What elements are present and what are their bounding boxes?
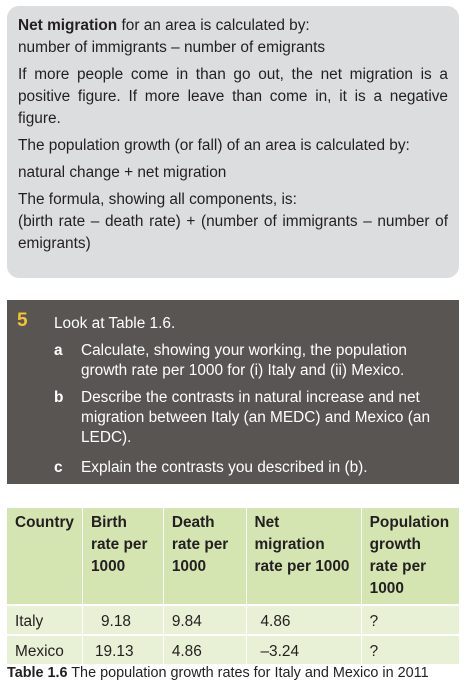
header-net-migration: Net migration rate per 1000: [246, 508, 361, 605]
activity-box: [7, 300, 459, 484]
info-paragraph-explanation: If more people come in than go out, the net migration is a positive figure. If more leave than come in, it is a negative figure.: [18, 66, 448, 127]
info-paragraph-net-migration: Net migration for an area is calculated by:: [18, 17, 310, 34]
question-number: 5: [17, 310, 28, 331]
info-paragraph-formula-intro: The formula, showing all components, is:: [18, 191, 297, 208]
cell-net-migration: 4.86: [246, 605, 361, 635]
info-box: [7, 6, 459, 278]
cell-net-migration: –3.24: [246, 635, 361, 665]
cell-death-rate: 4.86: [163, 635, 246, 665]
cell-growth-rate: ?: [361, 605, 459, 635]
info-paragraph-growth: The population growth (or fall) of an area is calculated by:: [18, 137, 410, 154]
full-formula: (birth rate – death rate) + (number of immigrants – number of emigrants): [18, 213, 448, 252]
caption-text: The population growth rates for Italy and Mexico in 2011: [67, 665, 429, 681]
cell-birth-rate: 19.13: [83, 635, 164, 665]
question-title: Look at Table 1.6.: [54, 315, 176, 332]
cell-country: Mexico: [7, 635, 83, 665]
population-table: [7, 508, 459, 666]
header-growth-rate: Population growth rate per 1000: [361, 508, 459, 605]
cell-birth-rate: 9.18: [83, 605, 164, 635]
cell-country: Italy: [7, 605, 83, 635]
header-birth-rate: Birth rate per 1000: [83, 508, 164, 605]
question-letter: a: [54, 342, 63, 359]
question-text: Describe the contrasts in natural increase and net migration between Italy (an MEDC) and Mexico (an LEDC).: [81, 389, 431, 446]
table-row: [7, 605, 459, 635]
header-death-rate: Death rate per 1000: [163, 508, 246, 605]
net-migration-term: Net migration: [18, 17, 118, 34]
caption-label: Table 1.6: [7, 665, 68, 681]
question-letter: c: [54, 459, 63, 476]
net-migration-formula: number of immigrants – number of emigrants: [18, 39, 326, 56]
table-caption: [7, 664, 429, 682]
question-text: Calculate, showing your working, the population growth rate per 1000 for (i) Italy and (ii) Mexico.: [81, 342, 407, 379]
question-letter: b: [54, 389, 64, 406]
growth-formula: natural change + net migration: [18, 164, 227, 181]
cell-death-rate: 9.84: [163, 605, 246, 635]
header-country: Country: [7, 508, 83, 605]
table-row: [7, 635, 459, 665]
cell-growth-rate: ?: [361, 635, 459, 665]
question-text: Explain the contrasts you described in (b).: [81, 459, 368, 476]
table-header-row: [7, 508, 459, 605]
